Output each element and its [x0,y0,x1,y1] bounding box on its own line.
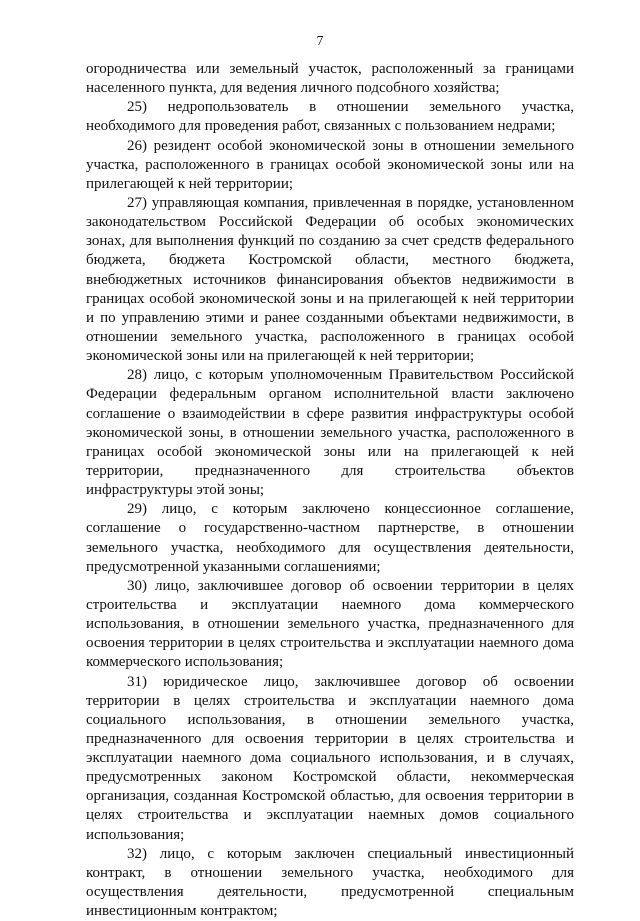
text-line: 26) резидент особой экономической зоны в отношении земельного [127,137,574,154]
text-line: отношении земельного участка, расположенного в границах особой [86,328,574,345]
text-line: прилегающей к ней территории; [86,175,294,192]
text-line: предназначенного для освоения территории в целях строительства и [86,730,574,747]
text-line: экономической зоны, в отношении земельного участка, расположенного в [86,424,574,441]
text-line: социального использования, в отношении земельного участка, [86,711,574,728]
text-line: 32) лицо, с которым заключен специальный инвестиционный [127,845,574,862]
text-line: 28) лицо, с которым уполномоченным Правительством Российской [127,367,574,384]
text-line: внебюджетных источников финансирования объектов недвижимости в [86,271,574,288]
text-line: освоения территории в целях строительства и эксплуатации наемного дома [86,635,574,652]
text-line: инфраструктуры этой зоны; [86,482,265,499]
text-line: организация, созданная Костромской областью, для освоения территории в [86,788,574,805]
paragraph-p26 [86,137,574,194]
text-line: контракт, в отношении земельного участка, необходимого для [86,864,574,881]
text-line: огородничества или земельный участок, расположенный за границами [86,61,574,77]
text-line: осуществления деятельности, предусмотренной специальным [86,884,574,901]
page-number: 7 [316,33,324,48]
paragraph-p27 [86,194,574,366]
text-line: коммерческого использования; [86,654,284,671]
paragraph-p28 [86,366,574,500]
text-line: 25) недропользователь в отношении земельного участка, [127,99,574,116]
text-line: бюджета, бюджета Костромской области, местного бюджета, [86,252,574,269]
paragraph-p30 [86,577,574,673]
text-line: соглашение о взаимодействии в сфере развития инфраструктуры особой [86,405,574,422]
text-line: 29) лицо, с которым заключено концессионное соглашение, [127,501,574,518]
text-line: и по управлению этими и ранее созданными объектами недвижимости, в [86,309,574,326]
text-line: территории в целях строительства и эксплуатации наемного дома [86,692,574,709]
text-line: использования; [86,826,185,843]
text-line: соглашение о государственно-частном партнерстве, в отношении [86,520,574,537]
text-line: эксплуатации наемного дома социального использования, и в случаях, [86,750,574,767]
paragraph-p29 [86,500,574,577]
text-line: законодательством Российской Федерации об особых экономических [86,214,574,231]
text-line: экономической зоны или на прилегающей к ней территории; [86,348,475,365]
text-line: земельного участка, необходимого для осуществления деятельности, [86,539,574,556]
text-line: 27) управляющая компания, привлеченная в порядке, установленном [127,194,574,211]
text-line: границах особой экономической зоны и на прилегающей к ней территории [86,290,574,307]
text-line: участка, расположенного в границах особой экономической зоны или на [86,156,574,173]
text-line: инвестиционным контрактом; [86,903,278,920]
text-line: целях строительства и эксплуатации наемных домов социального [86,807,574,824]
text-line: строительства и эксплуатации наемного дома коммерческого [86,596,574,613]
text-line: предусмотренной указанными соглашениями; [86,558,381,575]
paragraph-p24-cont [86,60,574,98]
paragraph-p25 [86,98,574,136]
paragraph-p31 [86,673,574,845]
paragraph-p32 [86,845,574,921]
text-line: границах особой экономической зоны или на прилегающей к ней [86,443,574,460]
text-line: 31) юридическое лицо, заключившее договор об освоении [127,673,574,690]
text-line: территории, предназначенного для строительства объектов [86,462,574,479]
document-body [86,60,574,921]
text-line: необходимого для проведения работ, связанных с пользованием недрами; [86,118,556,135]
text-line: зонах, для выполнения функций по созданию за счет средств федерального [86,233,574,250]
text-line: Федерации федеральным органом исполнительной власти заключено [86,386,574,403]
text-line: использования, в отношении земельного участка, предназначенного для [86,616,574,633]
text-line: предусмотренных законом Костромской области, некоммерческая [86,769,574,786]
text-line: 30) лицо, заключившее договор об освоении территории в целях [127,577,574,594]
text-line: населенного пункта, для ведения личного подсобного хозяйства; [86,80,500,97]
